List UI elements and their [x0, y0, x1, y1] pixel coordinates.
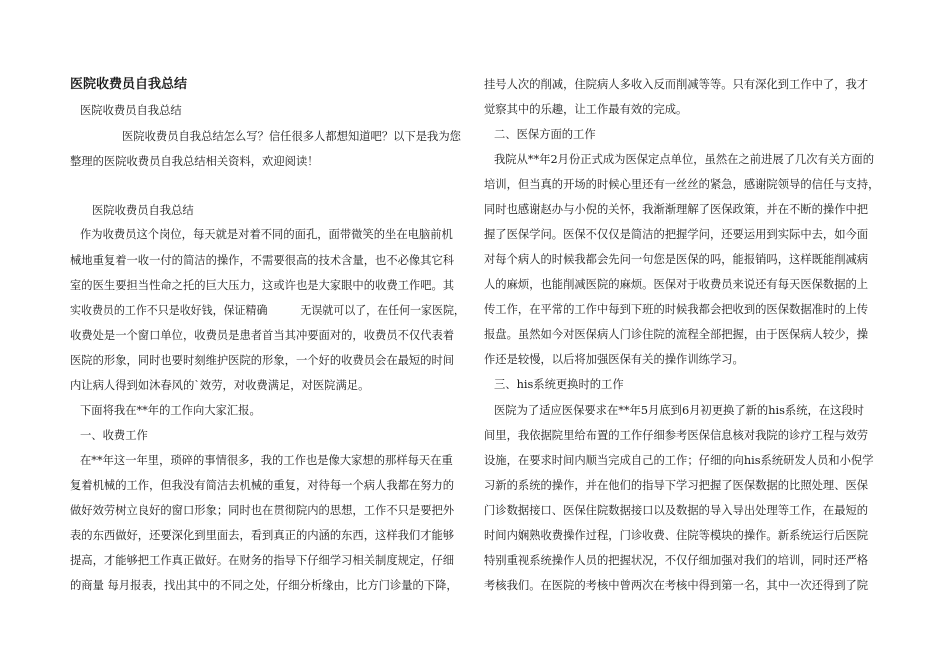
paragraph-line: 的商量 每月报表，找出其中的不同之处，仔细分析缘由，比方门诊量的下降，	[70, 579, 458, 592]
paragraph-line: 报盘。虽然如今对医保病人门诊住院的流程全部把握，由于医保病人较少，操	[484, 328, 869, 341]
paragraph-line: 觉察其中的乐趣，让工作最有效的完成。	[484, 103, 688, 116]
paragraph-line: 传工作，在平常的工作中每到下班的时候我都会把收到的医保数据准时的上传	[484, 303, 869, 316]
paragraph-line: 室的医生要担当性命之托的巨大压力，这或许也是大家眼中的收费工作吧。其	[70, 279, 455, 292]
intro-line: 整理的医院收费员自我总结相关资料，欢迎阅读！	[70, 155, 319, 168]
paragraph-line: 门诊数据接口、医保住院数据接口以及数据的导入导出处理等工作，在最短的	[484, 504, 869, 517]
subtitle: 医院收费员自我总结	[92, 204, 194, 217]
paragraph-line: 特别重视系统操作人员的把握状况，不仅仔细加强对我们的培训，同时还严格	[484, 554, 869, 567]
paragraph-line: 握了医保学问。医保不仅仅是简洁的把握学问，还要运用到实际中去，如今面	[484, 228, 869, 241]
paragraph-line: 械地重复着一收一付的简洁的操作，不需要很高的技术含量，也不必像其它科	[70, 254, 455, 267]
paragraph-line: 时间内娴熟收费操作过程，门诊收费、住院等模块的操作。新系统运行后医院	[484, 529, 869, 542]
subtitle: 医院收费员自我总结	[80, 104, 182, 117]
section-heading: 三、his系统更换时的工作	[494, 378, 624, 391]
paragraph-line: 医院为了适应医保要求在**年5月底到6月初更换了新的his系统，在这段时	[494, 404, 864, 417]
paragraph-line: 间里，我依据院里给布置的工作仔细参考医保信息核对我院的诊疗工程与效劳	[484, 429, 869, 442]
section-heading: 一、收费工作	[80, 429, 148, 442]
paragraph-line: 复着机械的工作，但我没有简洁去机械的重复，对待每一个病人我都在努力的	[70, 479, 455, 492]
paragraph-line: 我院从**年2月份正式成为医保定点单位，虽然在之前进展了几次有关方面的	[494, 153, 874, 166]
section-heading: 二、医保方面的工作	[494, 128, 596, 141]
paragraph-line: 挂号人次的削减，住院病人多收入反而削减等等。只有深化到工作中了，我才	[484, 78, 869, 91]
paragraph-line: 在**年这一年里，琐碎的事情很多，我的工作也是像大家想的那样每天在重	[80, 454, 453, 467]
paragraph-line: 对每个病人的时候我都会先问一句您是医保的吗，能报销吗，这样既能削减病	[484, 253, 869, 266]
paragraph-line: 提高，才能够把工作真正做好。在财务的指导下仔细学习相关制度规定，仔细	[70, 554, 455, 567]
paragraph-line: 习新的系统的操作，并在他们的指导下学习把握了医保数据的比照处理、医保	[484, 479, 869, 492]
intro-line: 医院收费员自我总结怎么写？信任很多人都想知道吧？以下是我为您	[122, 130, 461, 143]
paragraph-line: 同时也感谢赵办与小倪的关怀，我渐渐理解了医保政策，并在不断的操作中把	[484, 203, 869, 216]
paragraph-line: 培训，但当真的开场的时候心里还有一丝丝的紧急，感谢院领导的信任与支持，	[484, 178, 880, 191]
report-intro: 下面将我在**年的工作向大家汇报。	[80, 404, 261, 417]
paragraph-line: 做好效劳树立良好的窗口形象；同时也在贯彻院内的思想，工作不只是要把外	[70, 504, 455, 517]
paragraph-line: 表的东西做好，还要深化到里面去，看到真正的内涵的东西，这样我们才能够	[70, 529, 455, 542]
paragraph-line: 实收费员的工作不只是收好钱，保证精确 无误就可以了，在任何一家医院，	[70, 304, 465, 317]
document-title: 医院收费员自我总结	[70, 77, 188, 92]
paragraph-line: 考核我们。在医院的考核中曾两次在考核中得到第一名，其中一次还得到了院	[484, 579, 869, 592]
paragraph-line: 作为收费员这个岗位，每天就是对着不同的面孔，面带微笑的坐在电脑前机	[80, 228, 453, 241]
paragraph-line: 收费处是一个窗口单位，收费员是患者首当其冲要面对的，收费员不仅代表着	[70, 329, 455, 342]
paragraph-line: 设施，在要求时间内顺当完成自己的工作；仔细的向his系统研发人员和小倪学	[484, 454, 874, 467]
paragraph-line: 医院的形象，同时也要时刻维护医院的形象，一个好的收费员会在最短的时间	[70, 354, 455, 367]
paragraph-line: 内让病人得到如沐春风的`效劳，对收费满足，对医院满足。	[70, 379, 370, 392]
paragraph-line: 作还是较慢，以后将加强医保有关的操作训练学习。	[484, 353, 744, 366]
paragraph-line: 人的麻烦，也能削减医院的麻烦。医保对于收费员来说还有每天医保数据的上	[484, 278, 869, 291]
